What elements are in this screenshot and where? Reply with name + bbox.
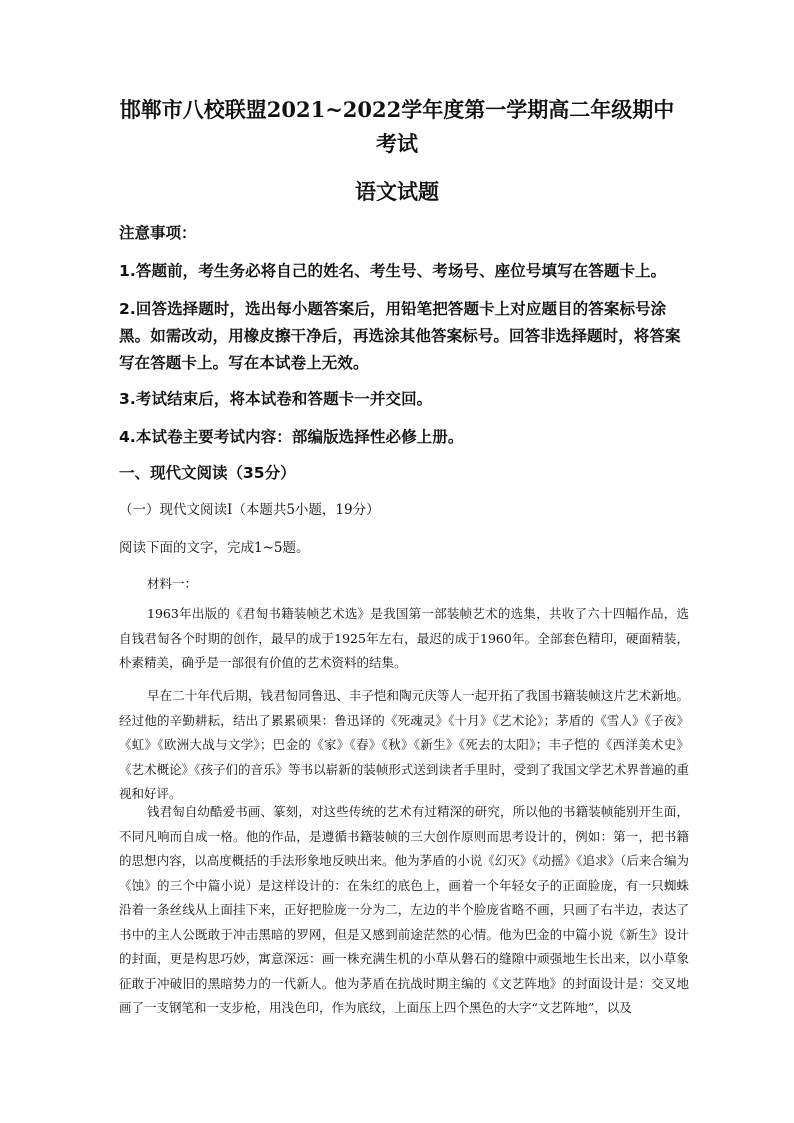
material-paragraph: 早在二十年代后期，钱君匋同鲁迅、丰子恺和陶元庆等人一起开拓了我国书籍装帧这片艺术新地。经过他的辛勤耕耘，结出了累累硕果：鲁迅译的《死魂灵》《十月》《艺术论》；茅盾的《雪人》《子夜》《虹》《欧洲大战与文学》；巴金的《家》《春》《秋》《新生》《死去的太阳》；丰子恺的《西洋美术史》《艺术概论》《孩子们的音乐》等书以崭新的装帧形式送到读者手里时，受到了我国文学艺术界普遍的重视和好评。 xyxy=(119,688,689,801)
notice-item: 2.回答选择题时，选出每小题答案后，用铅笔把答题卡上对应题目的答案标号涂黑。如需改动，用橡皮擦干净后，再选涂其他答案标号。回答非选择题时，将答案写在答题卡上。写在本试卷上无效。 xyxy=(119,300,681,372)
notice-item: 3.考试结束后，将本试卷和答题卡一并交回。 xyxy=(119,390,433,408)
section-heading: 一、现代文阅读（35分） xyxy=(119,464,296,482)
material-paragraph: 钱君匋自幼酷爱书画、篆刻，对这些传统的艺术有过精深的研究，所以他的书籍装帧能别开生面，不同凡响而自成一格。他的作品，是遵循书籍装帧的三大创作原则而思考设计的，例如：第一，把书籍的思想内容，以高度概括的手法形象地反映出来。他为茅盾的小说《幻灭》《动摇》《追求》（后来合编为《蚀》的三个中篇小说）是这样设计的：在朱红的底色上，画着一个年轻女子的正面脸庞，有一只蜘蛛沿着一条丝线从上面挂下来，正好把脸庞一分为二，左边的半个脸庞省略不画，只画了右半边，表达了书中的主人公既敢于冲击黑暗的罗网，但是又感到前途茫然的心情。他为巴金的中篇小说《新生》设计的封面，更是构思巧妙，寓意深远：画一株充满生机的小草从磐石的缝隙中顽强地生长出来，以小草象征敢于冲破旧的黑暗势力的一代新人。他为茅盾在抗战时期主编的《文艺阵地》的封面设计是：交叉地画了一支钢笔和一支步枪，用浅色印，作为底纹，上面压上四个黑色的大字“文艺阵地”，以及 xyxy=(119,804,689,1015)
sub-section-heading: （一）现代文阅读Ⅰ（本题共5小题，19分） xyxy=(119,502,380,518)
exam-title-line2: 考试 xyxy=(376,131,418,156)
exam-subject: 语文试题 xyxy=(355,179,439,204)
notice-heading: 注意事项： xyxy=(119,224,197,242)
exam-title-line1: 邯郸市八校联盟2021~2022学年度第一学期高二年级期中 xyxy=(119,97,675,122)
notice-item: 4.本试卷主要考试内容：部编版选择性必修上册。 xyxy=(119,428,464,446)
material-label: 材料一： xyxy=(147,576,198,591)
notice-item: 1.答题前，考生务必将自己的姓名、考生号、考场号、座位号填写在答题卡上。 xyxy=(119,262,667,280)
reading-instruction: 阅读下面的文字，完成1~5题。 xyxy=(119,540,310,556)
material-paragraph: 1963年出版的《君匋书籍装帧艺术选》是我国第一部装帧艺术的选集，共收了六十四幅作品，选自钱君匋各个时期的创作，最早的成于1925年左右，最迟的成于1960年。全部套色精印，硬面精装，朴素精美，确乎是一部很有价值的艺术资料的结集。 xyxy=(119,606,689,670)
